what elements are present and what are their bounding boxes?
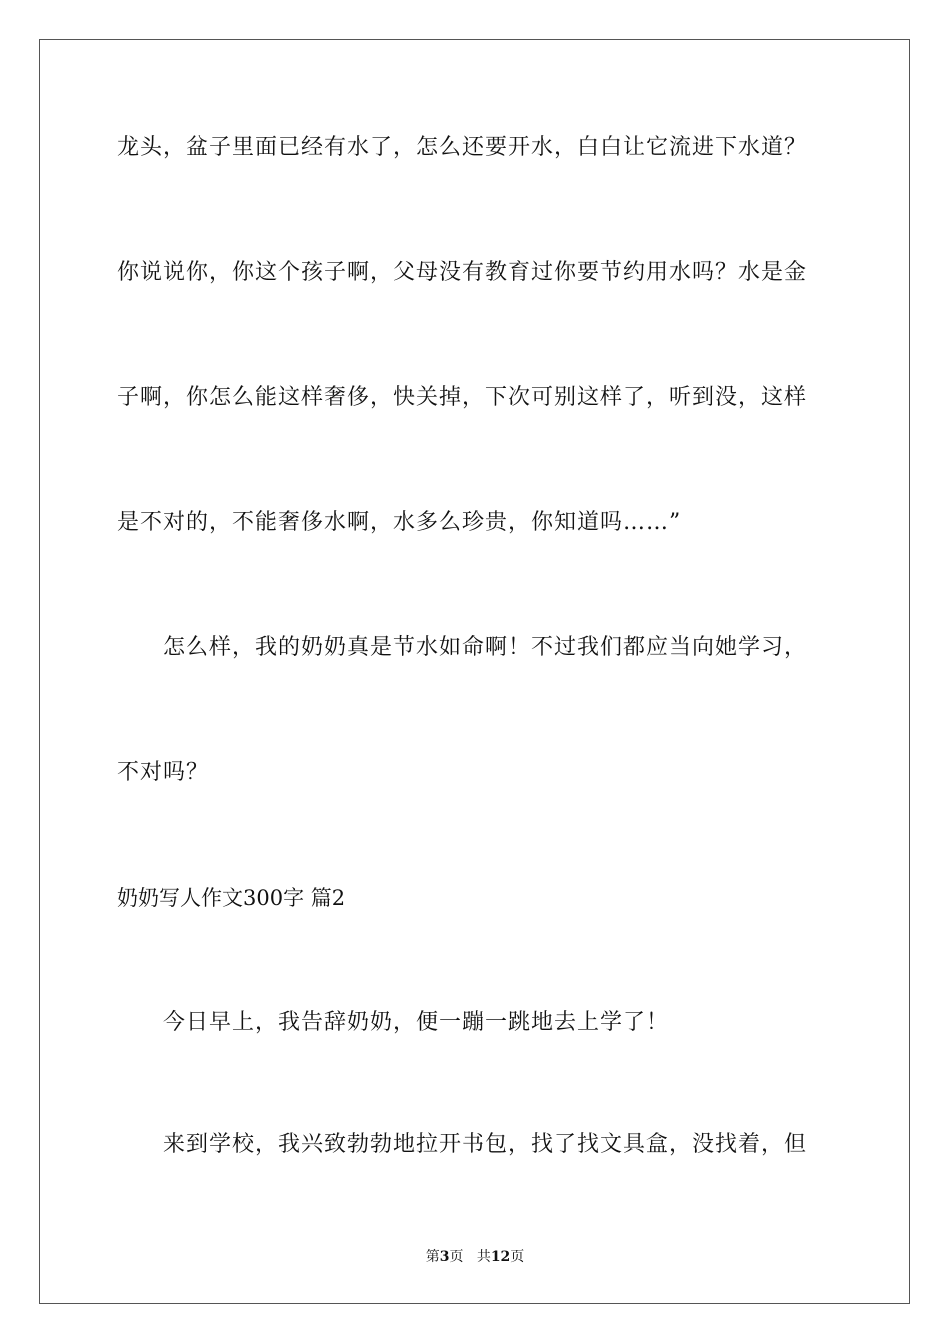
body-text-line: 龙头，盆子里面已经有水了，怎么还要开水，白白让它流进下水道？ [117, 135, 808, 160]
body-text-line: 子啊，你怎么能这样奢侈，快关掉，下次可别这样了，听到没，这样 [117, 385, 808, 410]
page-suffix: 页 [449, 1249, 464, 1265]
page-prefix: 第 [425, 1249, 440, 1265]
body-text-line: 是不对的，不能奢侈水啊，水多么珍贵，你知道吗……” [117, 510, 682, 535]
total-prefix: 共 [476, 1249, 491, 1265]
page-frame [39, 39, 910, 1304]
paragraph-first-line: 今日早上，我告辞奶奶，便一蹦一跳地去上学了！ [163, 1010, 670, 1035]
paragraph-first-line: 来到学校，我兴致勃勃地拉开书包，找了找文具盒，没找着，但 [163, 1132, 808, 1157]
section-heading: 奶奶写人作文300字 篇2 [117, 886, 346, 910]
total-page-count: 12 [490, 1249, 511, 1265]
body-text-line: 你说说你，你这个孩子啊，父母没有教育过你要节约用水吗？水是金 [117, 260, 808, 285]
current-page-number: 3 [439, 1249, 450, 1265]
body-text-line: 不对吗？ [117, 760, 210, 785]
paragraph-first-line: 怎么样，我的奶奶真是节水如命啊！不过我们都应当向她学习， [163, 635, 808, 660]
total-suffix: 页 [510, 1249, 525, 1265]
page-footer [0, 1247, 950, 1267]
